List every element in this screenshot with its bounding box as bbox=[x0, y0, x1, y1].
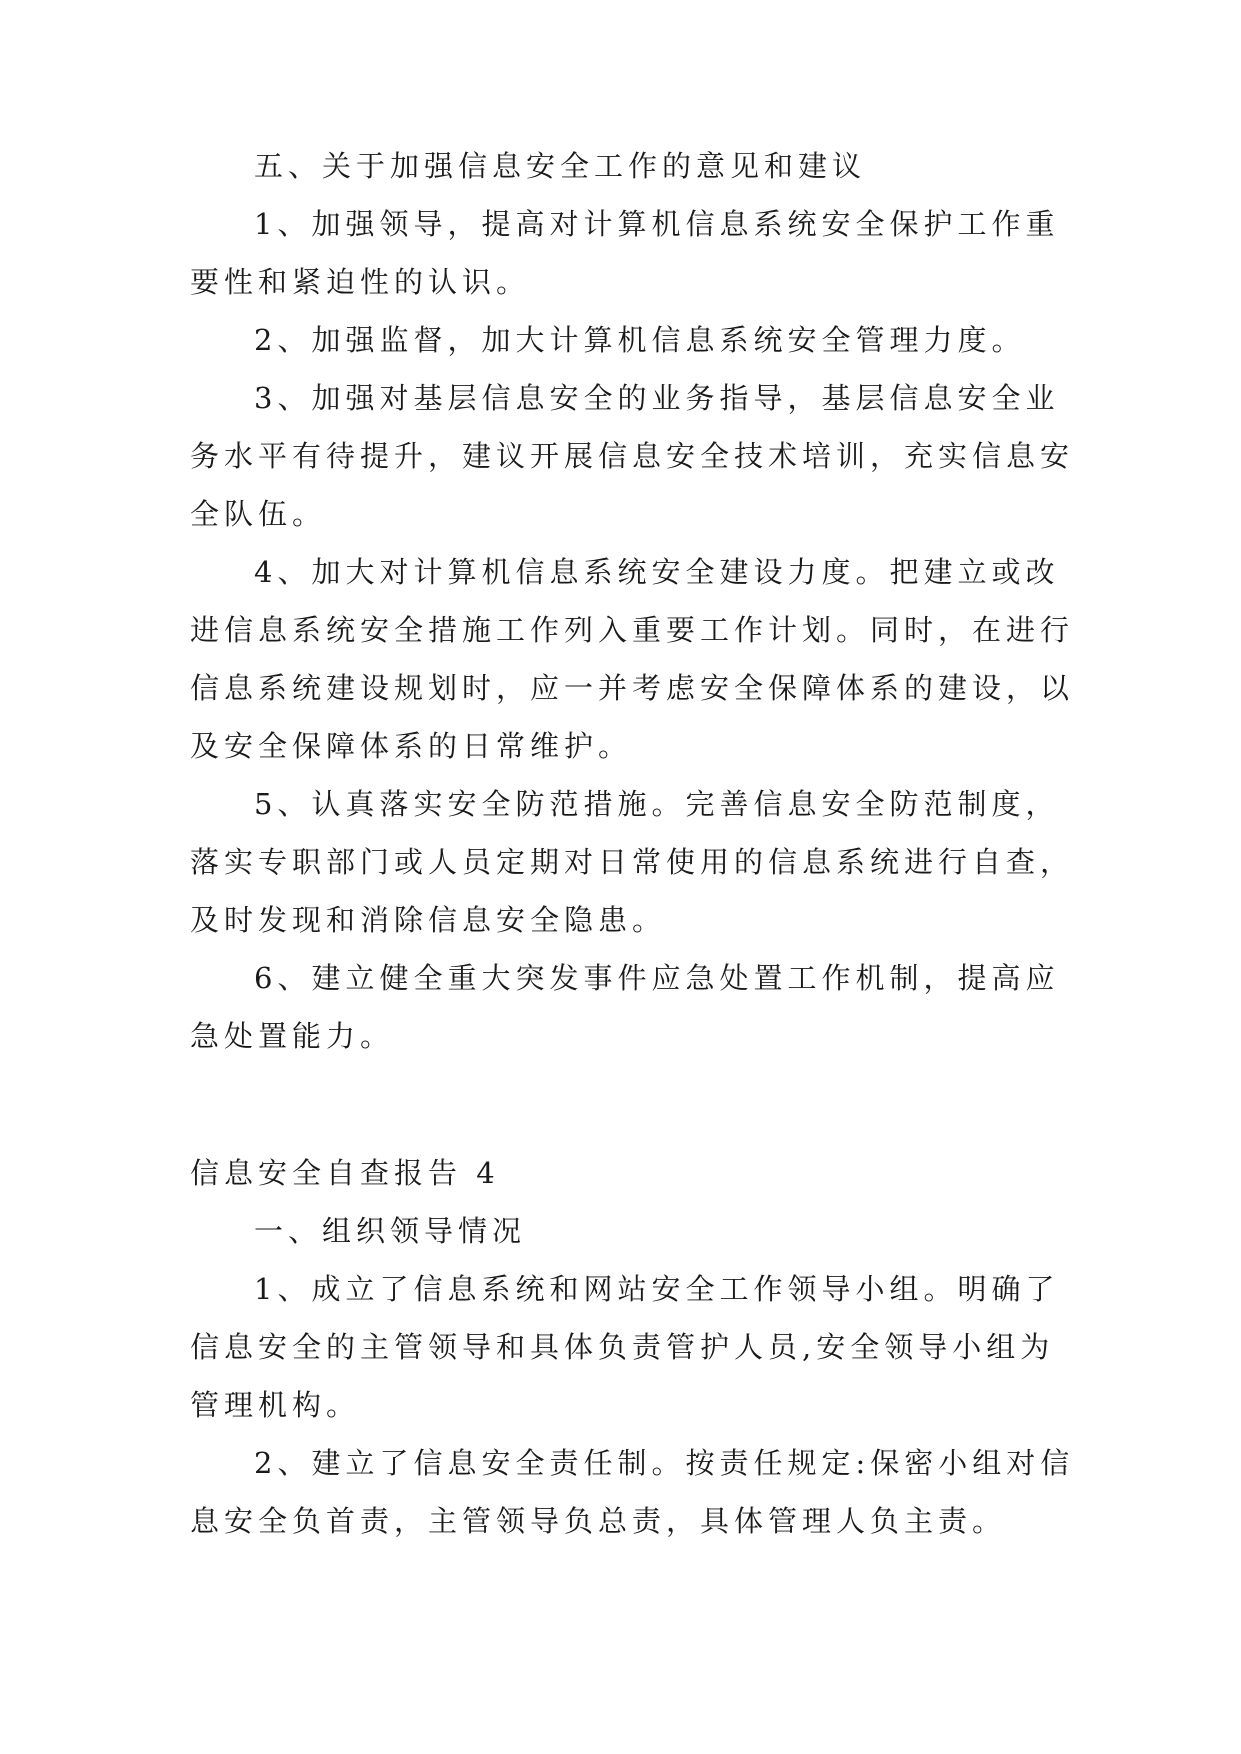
paragraph-line: 2、建立了信息安全责任制。按责任规定:保密小组对信 bbox=[254, 1446, 1075, 1480]
paragraph-line: 全队伍。 bbox=[190, 497, 327, 531]
paragraph-line: 1、成立了信息系统和网站安全工作领导小组。明确了 bbox=[254, 1272, 1060, 1306]
section-heading: 五、关于加强信息安全工作的意见和建议 bbox=[254, 149, 867, 183]
paragraph-line: 6、建立健全重大突发事件应急处置工作机制，提高应 bbox=[254, 961, 1060, 995]
paragraph-line: 息安全负首责，主管领导负总责，具体管理人负主责。 bbox=[190, 1504, 1007, 1538]
section-five bbox=[190, 137, 1075, 1065]
paragraph-line: 及安全保障体系的日常维护。 bbox=[190, 729, 633, 763]
report-title: 信息安全自查报告 4 bbox=[190, 1156, 500, 1190]
paragraph-line: 3、加强对基层信息安全的业务指导，基层信息安全业 bbox=[254, 381, 1060, 415]
section-heading: 一、组织领导情况 bbox=[254, 1214, 527, 1248]
paragraph-line: 信息系统建设规划时，应一并考虑安全保障体系的建设，以 bbox=[190, 671, 1075, 705]
paragraph-line: 要性和紧迫性的认识。 bbox=[190, 265, 531, 299]
paragraph-line: 急处置能力。 bbox=[190, 1019, 395, 1053]
paragraph-line: 及时发现和消除信息安全隐患。 bbox=[190, 903, 667, 937]
paragraph-line: 进信息系统安全措施工作列入重要工作计划。同时，在进行 bbox=[190, 613, 1075, 647]
paragraph-line: 4、加大对计算机信息系统安全建设力度。把建立或改 bbox=[254, 555, 1060, 589]
paragraph-line: 管理机构。 bbox=[190, 1388, 361, 1422]
paragraph-line: 2、加强监督，加大计算机信息系统安全管理力度。 bbox=[254, 323, 1026, 357]
report-four bbox=[190, 1144, 1075, 1550]
paragraph-line: 落实专职部门或人员定期对日常使用的信息系统进行自查， bbox=[190, 845, 1075, 879]
paragraph-line: 务水平有待提升，建议开展信息安全技术培训，充实信息安 bbox=[190, 439, 1075, 473]
paragraph-line: 1、加强领导，提高对计算机信息系统安全保护工作重 bbox=[254, 207, 1060, 241]
paragraph-line: 5、认真落实安全防范措施。完善信息安全防范制度， bbox=[254, 787, 1060, 821]
paragraph-line: 信息安全的主管领导和具体负责管护人员,安全领导小组为 bbox=[190, 1330, 1055, 1364]
